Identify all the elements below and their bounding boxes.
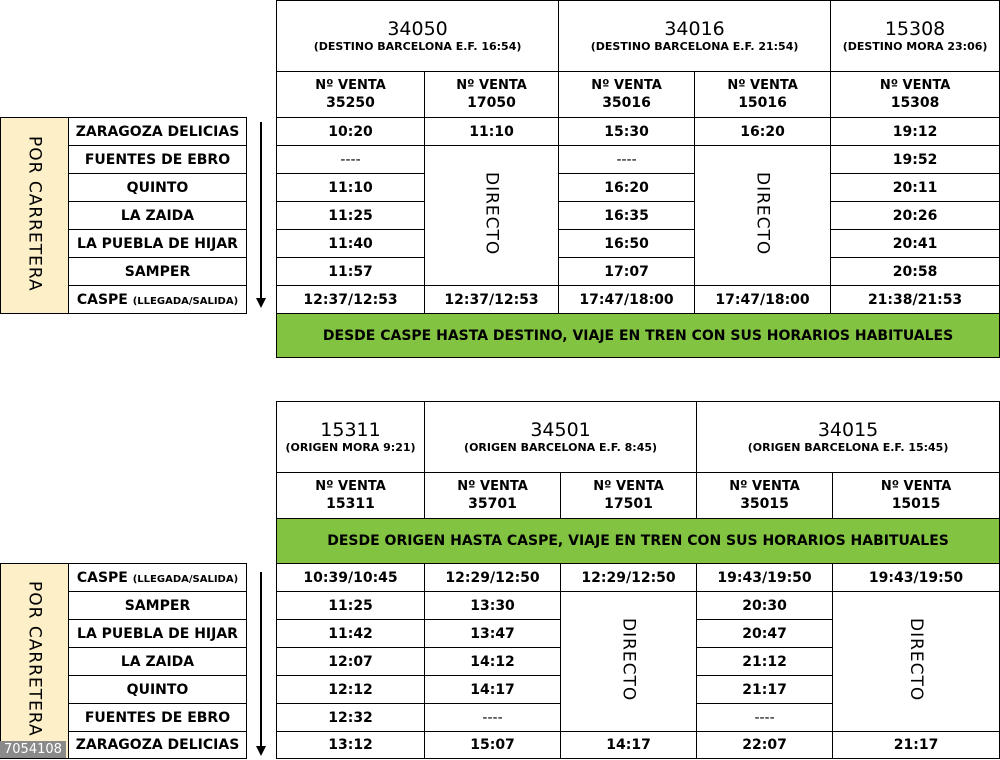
train-origin-banner: DESDE ORIGEN HASTA CASPE, VIAJE EN TREN CON SUS HORARIOS HABITUALES — [277, 519, 1000, 564]
time-cell: 13:47 — [425, 620, 561, 648]
time-cell: 11:42 — [277, 620, 425, 648]
down-arrow-icon — [247, 118, 277, 314]
time-cell: 19:43/19:50 — [697, 564, 833, 592]
time-cell: 14:12 — [425, 648, 561, 676]
time-cell: 21:12 — [697, 648, 833, 676]
station-name: ZARAGOZA DELICIAS — [69, 118, 247, 146]
time-cell: 16:20 — [559, 174, 695, 202]
sale-number: 35250 — [326, 95, 375, 111]
sale-label: Nº VENTA — [880, 479, 952, 494]
sale-label: Nº VENTA — [729, 479, 800, 494]
time-cell: 12:37/12:53 — [425, 286, 559, 314]
sale-number: 17501 — [604, 496, 653, 512]
sale-number-cell — [277, 72, 425, 118]
station-name: SAMPER — [69, 592, 247, 620]
train-destination: (DESTINO MORA 23:06) — [842, 40, 988, 53]
time-cell: 11:40 — [277, 230, 425, 258]
time-cell: 10:20 — [277, 118, 425, 146]
station-caspe — [69, 286, 247, 314]
station-name: LA PUEBLA DE HIJAR — [69, 620, 247, 648]
station-name: LA PUEBLA DE HIJAR — [69, 230, 247, 258]
road-label-text: POR CARRETERA — [24, 135, 45, 292]
sale-number: 15311 — [326, 496, 375, 512]
train-number: 15311 — [320, 419, 381, 441]
time-cell: ---- — [697, 704, 833, 732]
station-name: ZARAGOZA DELICIAS — [69, 732, 247, 759]
time-cell: 17:47/18:00 — [695, 286, 831, 314]
time-cell: 19:43/19:50 — [833, 564, 1000, 592]
sale-number-cell — [561, 473, 697, 519]
train-number: 34501 — [530, 419, 591, 441]
station-name: QUINTO — [69, 676, 247, 704]
station-name: FUENTES DE EBRO — [69, 704, 247, 732]
station-name: SAMPER — [69, 258, 247, 286]
time-cell: 21:17 — [697, 676, 833, 704]
sale-number-cell — [831, 72, 1000, 118]
time-cell: 20:26 — [831, 202, 1000, 230]
time-cell: 17:47/18:00 — [559, 286, 695, 314]
train-header-34050 — [277, 1, 559, 72]
sale-number: 35701 — [468, 496, 517, 512]
time-cell: 16:35 — [559, 202, 695, 230]
train-destination: (DESTINO BARCELONA E.F. 21:54) — [590, 40, 799, 53]
sale-number: 17050 — [467, 95, 516, 111]
train-number: 15308 — [884, 18, 946, 40]
time-cell: 11:10 — [425, 118, 559, 146]
time-cell: 20:41 — [831, 230, 1000, 258]
time-cell: 13:12 — [277, 732, 425, 759]
direct-service-cell — [425, 146, 559, 286]
time-cell: 16:50 — [559, 230, 695, 258]
sale-number-cell — [425, 473, 561, 519]
sale-number: 15015 — [891, 496, 941, 512]
road-section-label — [1, 564, 69, 759]
train-number: 34050 — [387, 18, 448, 40]
sale-label: Nº VENTA — [727, 78, 798, 93]
sale-number-cell — [425, 72, 559, 118]
time-cell: 11:25 — [277, 202, 425, 230]
image-id-watermark: 7054108 — [0, 741, 66, 758]
direct-label: DIRECTO — [618, 617, 639, 702]
time-cell: 11:10 — [277, 174, 425, 202]
road-label-text: POR CARRETERA — [24, 581, 45, 737]
train-origin: (ORIGEN MORA 9:21) — [285, 441, 416, 454]
time-cell: 12:29/12:50 — [425, 564, 561, 592]
time-cell: 11:25 — [277, 592, 425, 620]
sale-label: Nº VENTA — [315, 78, 386, 93]
time-cell: 14:17 — [425, 676, 561, 704]
station-name: QUINTO — [69, 174, 247, 202]
station-note: (LLEGADA/SALIDA) — [132, 573, 239, 585]
time-cell: 19:12 — [831, 118, 1000, 146]
train-header-34015 — [697, 402, 1000, 473]
direct-service-cell — [695, 146, 831, 286]
time-cell: 16:20 — [695, 118, 831, 146]
direct-service-cell — [561, 592, 697, 732]
station-name: CASPE — [76, 291, 128, 308]
time-cell: 12:29/12:50 — [561, 564, 697, 592]
return-timetable — [0, 401, 1000, 759]
time-cell: 12:32 — [277, 704, 425, 732]
time-cell: 10:39/10:45 — [277, 564, 425, 592]
sale-number-cell — [559, 72, 695, 118]
time-cell: ---- — [559, 146, 695, 174]
time-cell: 17:07 — [559, 258, 695, 286]
train-number: 34016 — [664, 18, 725, 40]
sale-number: 35015 — [740, 496, 789, 512]
time-cell: 21:17 — [833, 732, 1000, 759]
sale-number-cell — [695, 72, 831, 118]
sale-number: 15308 — [890, 95, 940, 111]
train-origin: (ORIGEN BARCELONA E.F. 15:45) — [747, 441, 949, 454]
time-cell: 20:58 — [831, 258, 1000, 286]
train-header-34016 — [559, 1, 831, 72]
down-arrow-icon — [247, 564, 277, 759]
direct-service-cell — [833, 592, 1000, 732]
time-cell: 20:11 — [831, 174, 1000, 202]
time-cell: 22:07 — [697, 732, 833, 759]
sale-label: Nº VENTA — [457, 479, 528, 494]
sale-number-cell — [277, 473, 425, 519]
train-header-15308 — [831, 1, 1000, 72]
time-cell: 12:12 — [277, 676, 425, 704]
train-header-15311 — [277, 402, 425, 473]
outbound-timetable — [0, 0, 1000, 358]
direct-label: DIRECTO — [752, 171, 773, 256]
time-cell: 11:57 — [277, 258, 425, 286]
train-destination: (DESTINO BARCELONA E.F. 16:54) — [313, 40, 522, 53]
station-name: LA ZAIDA — [69, 648, 247, 676]
train-number: 34015 — [817, 419, 879, 441]
station-name: LA ZAIDA — [69, 202, 247, 230]
road-section-label — [1, 118, 69, 314]
sale-label: Nº VENTA — [593, 479, 664, 494]
time-cell: ---- — [425, 704, 561, 732]
time-cell: 12:07 — [277, 648, 425, 676]
sale-label: Nº VENTA — [456, 78, 527, 93]
time-cell: 19:52 — [831, 146, 1000, 174]
time-cell: 15:07 — [425, 732, 561, 759]
time-cell: 12:37/12:53 — [277, 286, 425, 314]
sale-number-cell — [697, 473, 833, 519]
time-cell: 15:30 — [559, 118, 695, 146]
time-cell: 21:38/21:53 — [831, 286, 1000, 314]
sale-label: Nº VENTA — [591, 78, 662, 93]
direct-label: DIRECTO — [481, 171, 502, 256]
time-cell: 13:30 — [425, 592, 561, 620]
station-note: (LLEGADA/SALIDA) — [132, 295, 239, 307]
time-cell: ---- — [277, 146, 425, 174]
station-name: FUENTES DE EBRO — [69, 146, 247, 174]
train-header-34501 — [425, 402, 697, 473]
direct-label: DIRECTO — [906, 617, 927, 702]
train-continuation-banner: DESDE CASPE HASTA DESTINO, VIAJE EN TREN CON SUS HORARIOS HABITUALES — [277, 314, 1000, 358]
time-cell: 14:17 — [561, 732, 697, 759]
direction-arrow — [247, 564, 277, 759]
sale-label: Nº VENTA — [315, 479, 386, 494]
train-origin: (ORIGEN BARCELONA E.F. 8:45) — [464, 441, 658, 454]
sale-label: Nº VENTA — [879, 78, 951, 93]
time-cell: 20:47 — [697, 620, 833, 648]
sale-number: 35016 — [602, 95, 651, 111]
station-name: CASPE — [76, 569, 128, 586]
sale-number-cell — [833, 473, 1000, 519]
direction-arrow — [247, 118, 277, 314]
station-caspe — [69, 564, 247, 592]
time-cell: 20:30 — [697, 592, 833, 620]
sale-number: 15016 — [738, 95, 787, 111]
